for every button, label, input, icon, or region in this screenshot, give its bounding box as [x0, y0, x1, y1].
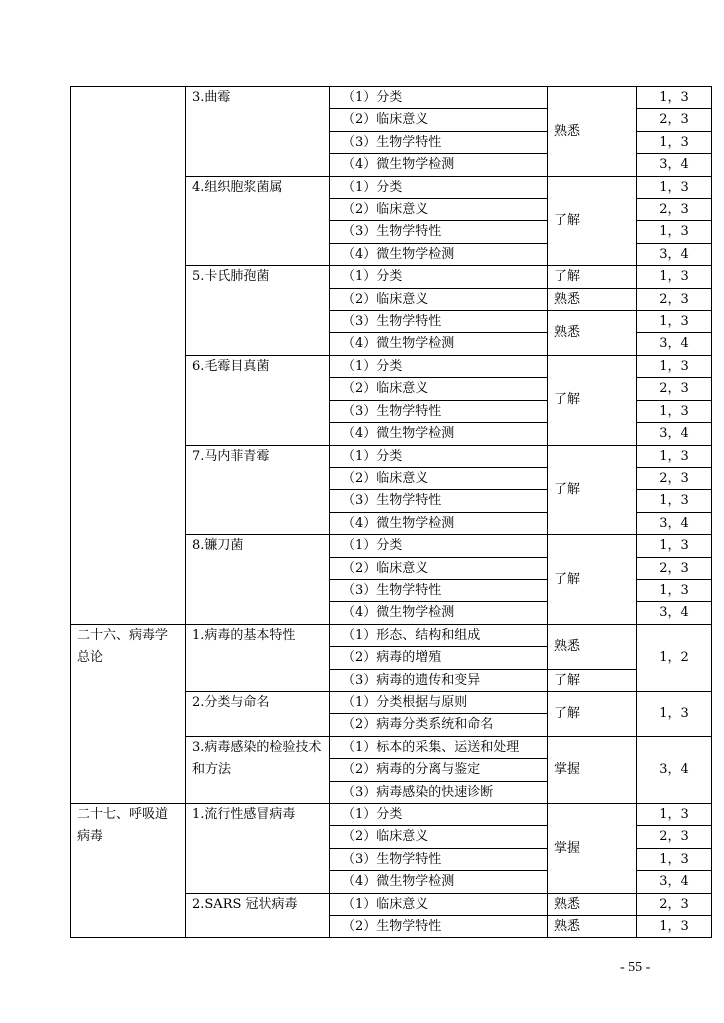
exam-category-cell: 2，3: [637, 378, 712, 400]
content-item-cell: （4）微生物学检测: [330, 512, 548, 534]
requirement-cell: 了解: [548, 669, 637, 691]
exam-category-cell: 1，3: [637, 804, 712, 826]
content-item-cell: （2）临床意义: [330, 557, 548, 579]
content-item-cell: （1）分类: [330, 355, 548, 377]
exam-category-cell: 1，3: [637, 266, 712, 288]
exam-category-cell: 3，4: [637, 736, 712, 803]
requirement-cell: 了解: [548, 691, 637, 736]
topic-cell: 2.SARS 冠状病毒: [186, 893, 330, 938]
content-item-cell: （1）分类: [330, 445, 548, 467]
requirement-cell: 熟悉: [548, 87, 637, 177]
content-item-cell: （1）临床意义: [330, 893, 548, 915]
content-item-cell: （4）微生物学检测: [330, 333, 548, 355]
topic-cell: 2.分类与命名: [186, 691, 330, 736]
exam-category-cell: 3，4: [637, 333, 712, 355]
content-item-cell: （3）生物学特性: [330, 400, 548, 422]
requirement-cell: 熟悉: [548, 288, 637, 310]
content-item-cell: （1）分类: [330, 266, 548, 288]
topic-cell: 3.曲霉: [186, 87, 330, 177]
exam-category-cell: 1，3: [637, 691, 712, 736]
content-item-cell: （2）临床意义: [330, 288, 548, 310]
topic-cell: 1.病毒的基本特性: [186, 624, 330, 691]
topic-cell: 4.组织胞浆菌属: [186, 176, 330, 266]
unit-cell: [71, 87, 186, 625]
exam-category-cell: 2，3: [637, 826, 712, 848]
exam-category-cell: 1，3: [637, 445, 712, 467]
topic-cell: 8.镰刀菌: [186, 535, 330, 625]
requirement-cell: 了解: [548, 445, 637, 535]
content-item-cell: （2）病毒分类系统和命名: [330, 714, 548, 736]
exam-category-cell: 1，3: [637, 490, 712, 512]
exam-category-cell: 3，4: [637, 423, 712, 445]
page-number: - 55 -: [620, 960, 651, 975]
requirement-cell: 了解: [548, 355, 637, 445]
content-item-cell: （1）分类: [330, 804, 548, 826]
content-item-cell: （3）病毒感染的快速诊断: [330, 781, 548, 803]
topic-cell: 6.毛霉目真菌: [186, 355, 330, 445]
content-item-cell: （3）生物学特性: [330, 579, 548, 601]
exam-category-cell: 3，4: [637, 602, 712, 624]
requirement-cell: 熟悉: [548, 311, 637, 356]
content-item-cell: （3）生物学特性: [330, 311, 548, 333]
requirement-cell: 熟悉: [548, 624, 637, 669]
content-item-cell: （2）病毒的增殖: [330, 647, 548, 669]
requirement-cell: 了解: [548, 266, 637, 288]
content-item-cell: （1）分类: [330, 87, 548, 109]
exam-category-cell: 1，3: [637, 400, 712, 422]
requirement-cell: 熟悉: [548, 893, 637, 915]
table-row: [71, 804, 712, 826]
topic-cell: 1.流行性感冒病毒: [186, 804, 330, 894]
requirement-cell: 了解: [548, 535, 637, 625]
exam-category-cell: 2，3: [637, 467, 712, 489]
exam-category-cell: 3，4: [637, 243, 712, 265]
exam-category-cell: 1，3: [637, 579, 712, 601]
content-item-cell: （2）临床意义: [330, 826, 548, 848]
exam-category-cell: 3，4: [637, 154, 712, 176]
content-item-cell: （1）分类: [330, 176, 548, 198]
topic-cell: 3.病毒感染的检验技术和方法: [186, 736, 330, 803]
exam-category-cell: 1，3: [637, 355, 712, 377]
table-row: [71, 87, 712, 109]
exam-category-cell: 2，3: [637, 109, 712, 131]
requirement-cell: 熟悉: [548, 916, 637, 938]
exam-category-cell: 1，3: [637, 535, 712, 557]
exam-category-cell: 3，4: [637, 871, 712, 893]
exam-category-cell: 2，3: [637, 288, 712, 310]
content-item-cell: （2）生物学特性: [330, 916, 548, 938]
exam-category-cell: 1，3: [637, 311, 712, 333]
requirement-cell: 掌握: [548, 736, 637, 803]
content-item-cell: （1）标本的采集、运送和处理: [330, 736, 548, 758]
content-item-cell: （4）微生物学检测: [330, 871, 548, 893]
content-item-cell: （3）生物学特性: [330, 490, 548, 512]
exam-category-cell: 1，3: [637, 916, 712, 938]
content-item-cell: （2）临床意义: [330, 199, 548, 221]
content-item-cell: （1）分类: [330, 535, 548, 557]
content-item-cell: （1）形态、结构和组成: [330, 624, 548, 646]
exam-category-cell: 1，3: [637, 221, 712, 243]
content-item-cell: （1）分类根据与原则: [330, 691, 548, 713]
exam-category-cell: 1，3: [637, 87, 712, 109]
syllabus-table: [70, 86, 712, 938]
exam-category-cell: 1，2: [637, 624, 712, 691]
content-item-cell: （3）生物学特性: [330, 221, 548, 243]
syllabus-table-body: [71, 87, 712, 938]
content-item-cell: （4）微生物学检测: [330, 602, 548, 624]
table-row: [71, 624, 712, 646]
content-item-cell: （2）病毒的分离与鉴定: [330, 759, 548, 781]
exam-category-cell: 2，3: [637, 893, 712, 915]
content-item-cell: （4）微生物学检测: [330, 243, 548, 265]
exam-category-cell: 1，3: [637, 848, 712, 870]
exam-category-cell: 2，3: [637, 199, 712, 221]
exam-category-cell: 2，3: [637, 557, 712, 579]
unit-cell: 二十六、病毒学总论: [71, 624, 186, 803]
unit-cell: 二十七、呼吸道病毒: [71, 804, 186, 938]
topic-cell: 5.卡氏肺孢菌: [186, 266, 330, 356]
content-item-cell: （3）病毒的遗传和变异: [330, 669, 548, 691]
content-item-cell: （2）临床意义: [330, 378, 548, 400]
exam-category-cell: 1，3: [637, 131, 712, 153]
content-item-cell: （4）微生物学检测: [330, 423, 548, 445]
requirement-cell: 掌握: [548, 804, 637, 894]
content-item-cell: （2）临床意义: [330, 467, 548, 489]
requirement-cell: 了解: [548, 176, 637, 266]
topic-cell: 7.马内菲青霉: [186, 445, 330, 535]
exam-category-cell: 3，4: [637, 512, 712, 534]
content-item-cell: （3）生物学特性: [330, 131, 548, 153]
content-item-cell: （4）微生物学检测: [330, 154, 548, 176]
exam-category-cell: 1，3: [637, 176, 712, 198]
content-item-cell: （2）临床意义: [330, 109, 548, 131]
content-item-cell: （3）生物学特性: [330, 848, 548, 870]
